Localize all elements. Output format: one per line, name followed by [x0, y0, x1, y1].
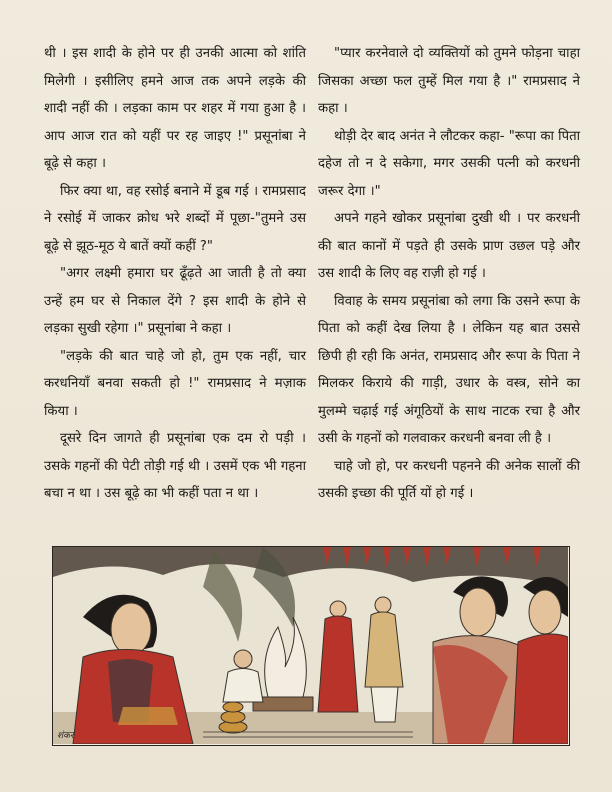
- left-text-column: [44, 40, 306, 508]
- wedding-scene-drawing: [53, 547, 568, 744]
- right-paragraph-2: थोड़ी देर बाद अनंत ने लौटकर कहा- "रूपा का पिता दहेज तो न दे सकेगा, मगर उसकी पत्नी को करधनी जरूर देगा ।": [318, 128, 580, 199]
- left-paragraph-5: दूसरे दिन जागते ही प्रसूनांबा एक दम रो पड़ी । उसके गहनों की पेटी तोड़ी गई थी । उसमें एक भी गहना बचा न था । उस बूढ़े का भी कहीं पता न था ।: [44, 431, 306, 501]
- left-paragraph-1: थी । इस शादी के होने पर ही उनकी आत्मा को शांति मिलेगी । इसीलिए हमने आज तक अपने लड़के की शादी नहीं की । लड़का काम पर शहर में गया हुआ है । आप आज रात को यहीं पर रह जाइए !" प्रसूनांबा ने बूढ़े से कहा ।: [44, 46, 306, 171]
- wedding-illustration: [52, 546, 570, 746]
- artist-signature: शंकर: [57, 731, 74, 741]
- left-paragraph-4: "लड़के की बात चाहे जो हो, तुम एक नहीं, चार करधनियाँ बनवा सकती हो !" रामप्रसाद ने मज़ाक किया ।: [44, 348, 306, 419]
- right-text-column: [318, 40, 580, 508]
- left-paragraph-3: "अगर लक्ष्मी हमारा घर ढूँढ़ते आ जाती है तो क्या उन्हें हम घर से निकाल देंगे ? इस शादी के होने से लड़का सुखी रहेगा ।" प्रसूनांबा ने कहा ।: [44, 266, 306, 336]
- left-paragraph-2: फिर क्या था, वह रसोई बनाने में डूब गई । रामप्रसाद ने रसोई में जाकर क्रोध भरे शब्दों में पूछा-"तुमने उस बूढ़े से झूठ-मूठ ये बातें क्यों कहीं ?": [44, 183, 306, 254]
- right-paragraph-4: विवाह के समय प्रसूनांबा को लगा कि उसने रूपा के पिता को कहीं देख लिया है । लेकिन यह बात उससे छिपी ही रही कि अनंत, रामप्रसाद और रूपा के पिता ने मिलकर किराये की गाड़ी, उधार के वस्त्र, सोने का मुलम्मे चढ़ाई गई अंगूठियों के साथ नाटक रचा है और उसी के गहनों को गलवाकर करधनी बनवा ली है ।: [318, 293, 580, 446]
- right-paragraph-3: अपने गहने खोकर प्रसूनांबा दुखी थी । पर करधनी की बात कानों में पड़ते ही उसके प्राण उछल पड़े और उस शादी के लिए वह राज़ी हो गई ।: [318, 211, 580, 281]
- right-paragraph-1: "प्यार करनेवाले दो व्यक्तियों को तुमने फोड़ना चाहा जिसका अच्छा फल तुम्हें मिल गया है ।" रामप्रसाद ने कहा ।: [318, 46, 580, 116]
- right-paragraph-5: चाहे जो हो, पर करधनी पहनने की अनेक सालों की उसकी इच्छा की पूर्ति यों हो गई ।: [318, 458, 580, 501]
